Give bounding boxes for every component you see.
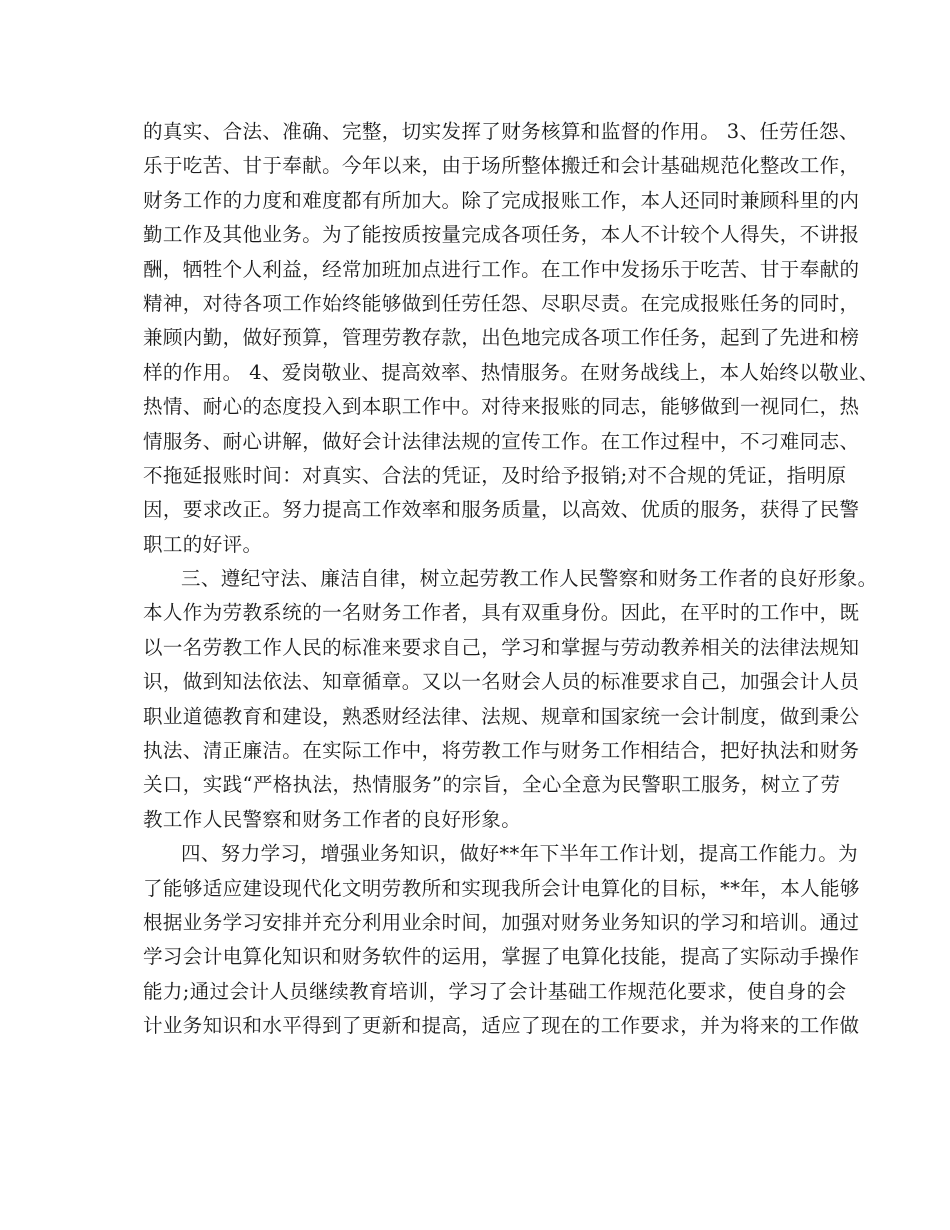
- text-line: 情服务、耐心讲解，做好会计法律法规的宣传工作。在工作过程中，不刁难同志、: [143, 429, 860, 453]
- text-line: 以一名劳教工作人民的标准来要求自己，学习和掌握与劳动教养相关的法律法规知: [143, 635, 860, 659]
- document-body: [143, 115, 879, 1044]
- text-line: 执法、清正廉洁。在实际工作中，将劳教工作与财务工作相结合，把好执法和财务: [143, 739, 860, 763]
- text-line: 职业道德教育和建设，熟悉财经法律、法规、规章和国家统一会计制度，做到秉公: [143, 704, 860, 728]
- text-line: 教工作人民警察和财务工作者的良好形象。: [143, 807, 522, 831]
- text-line: 财务工作的力度和难度都有所加大。除了完成报账工作，本人还同时兼顾科里的内: [143, 188, 860, 212]
- text-line: 学习会计电算化知识和财务软件的运用，掌握了电算化技能，提高了实际动手操作: [143, 945, 860, 969]
- paragraph-first-line: 四、努力学习，增强业务知识，做好**年下半年工作计划，提高工作能力。为: [181, 842, 859, 866]
- text-line: 酬，牺牲个人利益，经常加班加点进行工作。在工作中发扬乐于吃苦、甘于奉献的: [143, 257, 860, 281]
- text-line: 样的作用。 4、爱岗敬业、提高效率、热情服务。在财务战线上，本人始终以敬业、: [143, 360, 879, 384]
- text-line: 能力;通过会计人员继续教育培训，学习了会计基础工作规范化要求，使自身的会: [143, 979, 847, 1003]
- text-line: 识，做到知法依法、知章循章。又以一名财会人员的标准要求自己，加强会计人员: [143, 670, 860, 694]
- text-line: 勤工作及其他业务。为了能按质按量完成各项任务，本人不计较个人得失，不讲报: [143, 223, 860, 247]
- text-line: 关口，实践“严格执法，热情服务”的宗旨，全心全意为民警职工服务，树立了劳: [143, 773, 841, 797]
- text-line: 乐于吃苦、甘于奉献。今年以来，由于场所整体搬迁和会计基础规范化整改工作，: [143, 154, 860, 178]
- paragraph-first-line: 三、遵纪守法、廉洁自律，树立起劳教工作人民警察和财务工作者的良好形象。: [181, 567, 878, 591]
- text-line: 本人作为劳教系统的一名财务工作者，具有双重身份。因此，在平时的工作中，既: [143, 601, 860, 625]
- text-line: 热情、耐心的态度投入到本职工作中。对待来报账的同志，能够做到一视同仁，热: [143, 395, 860, 419]
- text-line: 不拖延报账时间：对真实、合法的凭证，及时给予报销;对不合规的凭证，指明原: [143, 463, 847, 487]
- text-line: 兼顾内勤，做好预算，管理劳教存款，出色地完成各项工作任务，起到了先进和榜: [143, 326, 860, 350]
- text-line: 根据业务学习安排并充分利用业余时间，加强对财务业务知识的学习和培训。通过: [143, 910, 860, 934]
- text-line: 了能够适应建设现代化文明劳教所和实现我所会计电算化的目标，**年，本人能够: [143, 876, 860, 900]
- text-line: 因，要求改正。努力提高工作效率和服务质量，以高效、优质的服务，获得了民警: [143, 498, 860, 522]
- text-line: 的真实、合法、准确、完整，切实发挥了财务核算和监督的作用。 3、任劳任怨、: [143, 120, 859, 143]
- text-line: 精神，对待各项工作始终能够做到任劳任怨、尽职尽责。在完成报账任务的同时，: [143, 291, 860, 315]
- text-line: 职工的好评。: [143, 532, 263, 556]
- text-line: 计业务知识和水平得到了更新和提高，适应了现在的工作要求，并为将来的工作做: [143, 1014, 860, 1038]
